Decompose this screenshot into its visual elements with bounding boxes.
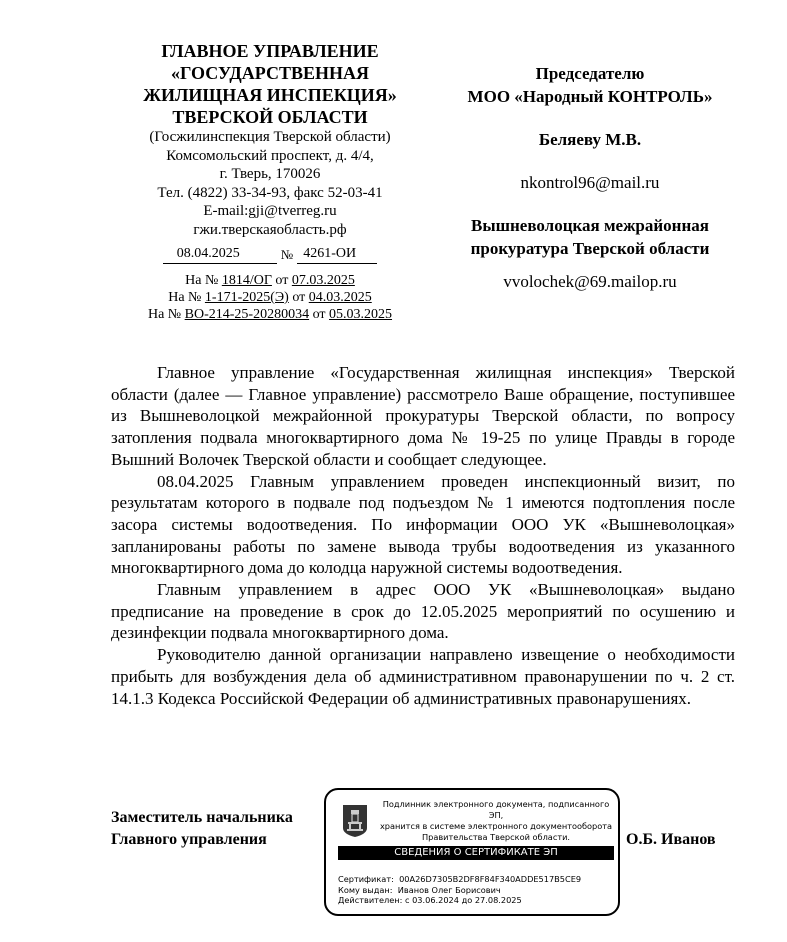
sender-email: E-mail:gji@tverreg.ru: [203, 203, 337, 219]
position-line: Заместитель начальника: [111, 809, 293, 826]
ref-date: 05.03.2025: [329, 307, 393, 322]
registration-line: [110, 245, 430, 264]
org-line: ЖИЛИЩНАЯ ИНСПЕКЦИЯ»: [143, 85, 397, 105]
body-paragraph: 08.04.2025 Главным управлением проведен инспекционный визит, по результатам которого в подвале под подъездом № 1 имеются подтопления после засора системы водоотведения. По информации ООО УК «Вышневолоцкая» запланированы работы по замене вывода трубы водоотведения из указанного многоквартирного дома до колодца наружной системы водоотведения.: [111, 471, 735, 578]
body-paragraph: Главное управление «Государственная жилищная инспекция» Тверской области (далее — Главное управление) рассмотрело Ваше обращение, поступившее из Вышневолоцкой межрайонной прокуратуры Тверской области, по вопросу затопления подвала многоквартирного дома № 19-25 по улице Правды в городе Вышний Волочек Тверской области и сообщает следующее.: [111, 363, 735, 469]
reference-line: [110, 306, 430, 323]
recipient2-email: vvolochek@69.mailop.ru: [503, 272, 677, 291]
recipient2-org-line: прокуратура Тверской области: [470, 239, 710, 258]
sender-phone: Тел. (4822) 33-34-93, факс 52-03-41: [157, 184, 383, 201]
sender-address: Комсомольский проспект, д. 4/4,: [166, 147, 374, 164]
ref-date: 04.03.2025: [308, 290, 372, 305]
recipient-title: Председателю: [535, 64, 645, 83]
cert-row: [338, 874, 581, 885]
recipient-person: Беляеву М.В.: [538, 130, 642, 149]
ref-prefix: На №: [185, 273, 219, 288]
position-line: Главного управления: [111, 831, 267, 848]
sender-block: [110, 40, 430, 323]
ref-from: от: [292, 290, 306, 305]
org-line: «ГОСУДАРСТВЕННАЯ: [171, 63, 369, 83]
stamp-cert-details: [338, 874, 581, 906]
recipients-block: [440, 62, 740, 293]
ref-prefix: На №: [147, 307, 182, 322]
stamp-header: СВЕДЕНИЯ О СЕРТИФИКАТЕ ЭП: [338, 846, 614, 860]
body-paragraph: Главным управлением в адрес ООО УК «Вышневолоцкая» выдано предписание на проведение в срок до 12.05.2025 мероприятий по осушению и дезинфекции подвала многоквартирного дома.: [111, 580, 735, 643]
reg-no-sign: №: [280, 247, 294, 262]
issued-value: Иванов Олег Борисович: [397, 884, 501, 895]
letter-body: [111, 362, 735, 709]
sender-website: гжи.тверскаяобласть.рф: [193, 221, 347, 238]
stamp-note-line: хранится в системе электронного документооборота: [379, 821, 613, 831]
stamp-note-line: Подлинник электронного документа, подписанного ЭП,: [382, 799, 610, 820]
e-signature-stamp: [324, 788, 620, 916]
valid-row: [338, 895, 581, 906]
tver-coat-of-arms-icon: [342, 804, 368, 838]
stamp-original-note: [376, 799, 616, 843]
ref-from: от: [275, 273, 289, 288]
references: [110, 272, 430, 323]
org-line: ТВЕРСКОЙ ОБЛАСТИ: [172, 107, 368, 127]
stamp-note-line: Правительства Тверской области.: [421, 832, 571, 842]
ref-number: 1814/ОГ: [221, 273, 272, 288]
valid-value: с 03.06.2024 до 27.08.2025: [404, 895, 522, 905]
ref-prefix: На №: [168, 290, 202, 305]
reference-line: [110, 272, 430, 289]
ref-from: от: [312, 307, 326, 322]
cert-label: Сертификат:: [338, 874, 394, 884]
recipient-email: nkontrol96@mail.ru: [520, 173, 660, 192]
sender-short-name: (Госжилинспекция Тверской области): [149, 129, 391, 145]
reg-number: 4261-ОИ: [297, 245, 377, 264]
reference-line: [110, 289, 430, 306]
recipient2-org-line: Вышневолоцкая межрайонная: [471, 216, 709, 235]
issued-row: [338, 885, 581, 896]
issued-label: Кому выдан:: [338, 884, 393, 895]
signatory-name: О.Б. Иванов: [626, 831, 716, 848]
body-paragraph: Руководителю данной организации направлено извещение о необходимости прибыть для возбуждения дела об административном правонарушении по ч. 2 ст. 14.1.3 Кодекса Российской Федерации об административных правонарушениях.: [111, 645, 735, 708]
cert-value: 00A26D7305B2DF8F84F340ADDE517B5CE9: [399, 874, 582, 884]
ref-date: 07.03.2025: [291, 273, 355, 288]
ref-number: 1-171-2025(Э): [204, 290, 289, 305]
sender-city: г. Тверь, 170026: [219, 166, 321, 182]
reg-date: 08.04.2025: [163, 245, 277, 264]
ref-number: ВО-214-25-20280034: [184, 307, 310, 322]
org-line: ГЛАВНОЕ УПРАВЛЕНИЕ: [161, 41, 379, 61]
sender-contacts: [110, 128, 430, 239]
sender-org-name: [110, 40, 430, 128]
signatory-position: [111, 807, 293, 851]
valid-label: Действителен:: [338, 895, 403, 905]
recipient-org: МОО «Народный КОНТРОЛЬ»: [467, 87, 713, 106]
